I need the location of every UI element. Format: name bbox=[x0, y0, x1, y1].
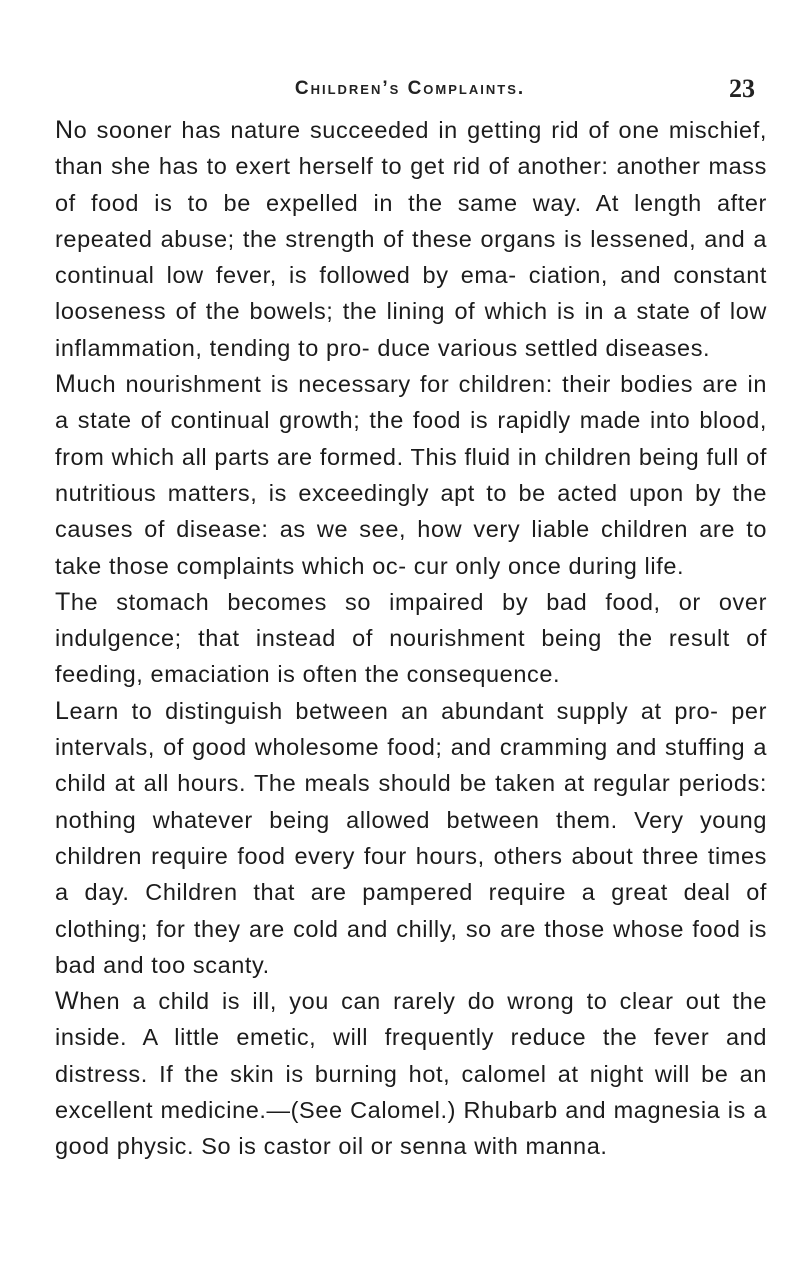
running-title: Children’s Complaints. bbox=[294, 78, 526, 99]
page-header bbox=[55, 72, 765, 112]
paragraph-4: Learn to distinguish between an abundant supply at pro- per intervals, of good wholesome food; and cramming and stuffing a child at all hours. The meals should be taken at regular periods: nothing whatever being allowed between them. Very young children require food every four hours, others about three times a day. Children that are pampered require a great deal of clothing; for they are cold and chilly, so are those whose food is bad and too scanty. bbox=[55, 696, 767, 978]
paragraph-5: When a child is ill, you can rarely do wrong to clear out the inside. A little emetic, will frequently reduce the fever and distress. If the skin is burning hot, calomel at night will be an excellent medicine.—(See Calomel.) Rhubarb and magnesia is a good physic. So is castor oil or senna with manna. bbox=[55, 987, 767, 1160]
paragraph-3: The stomach becomes so impaired by bad food, or over indulgence; that instead of nourishment being the result of feeding, emaciation is often the consequence. bbox=[55, 587, 767, 688]
paragraph-2: Much nourishment is necessary for children: their bodies are in a state of continual growth; the food is rapidly made into blood, from which all parts are formed. This fluid in children being full of nutritious matters, is exceedingly apt to be acted upon by the causes of disease: as we see, how very liable children are to take those complaints which oc- cur only once during life. bbox=[55, 370, 767, 579]
paragraph-1: No sooner has nature succeeded in getting rid of one mischief, than she has to exert herself to get rid of another: another mass of food is to be expelled in the same way. At length after repeated abuse; the strength of these organs is lessened, and a continual low fever, is followed by ema- ciation, and constant looseness of the bowels; the lining of which is in a state of low inflammation, tending to pro- duce various settled diseases. bbox=[55, 116, 767, 361]
body-text bbox=[55, 112, 767, 1165]
page-number: 23 bbox=[729, 74, 755, 103]
